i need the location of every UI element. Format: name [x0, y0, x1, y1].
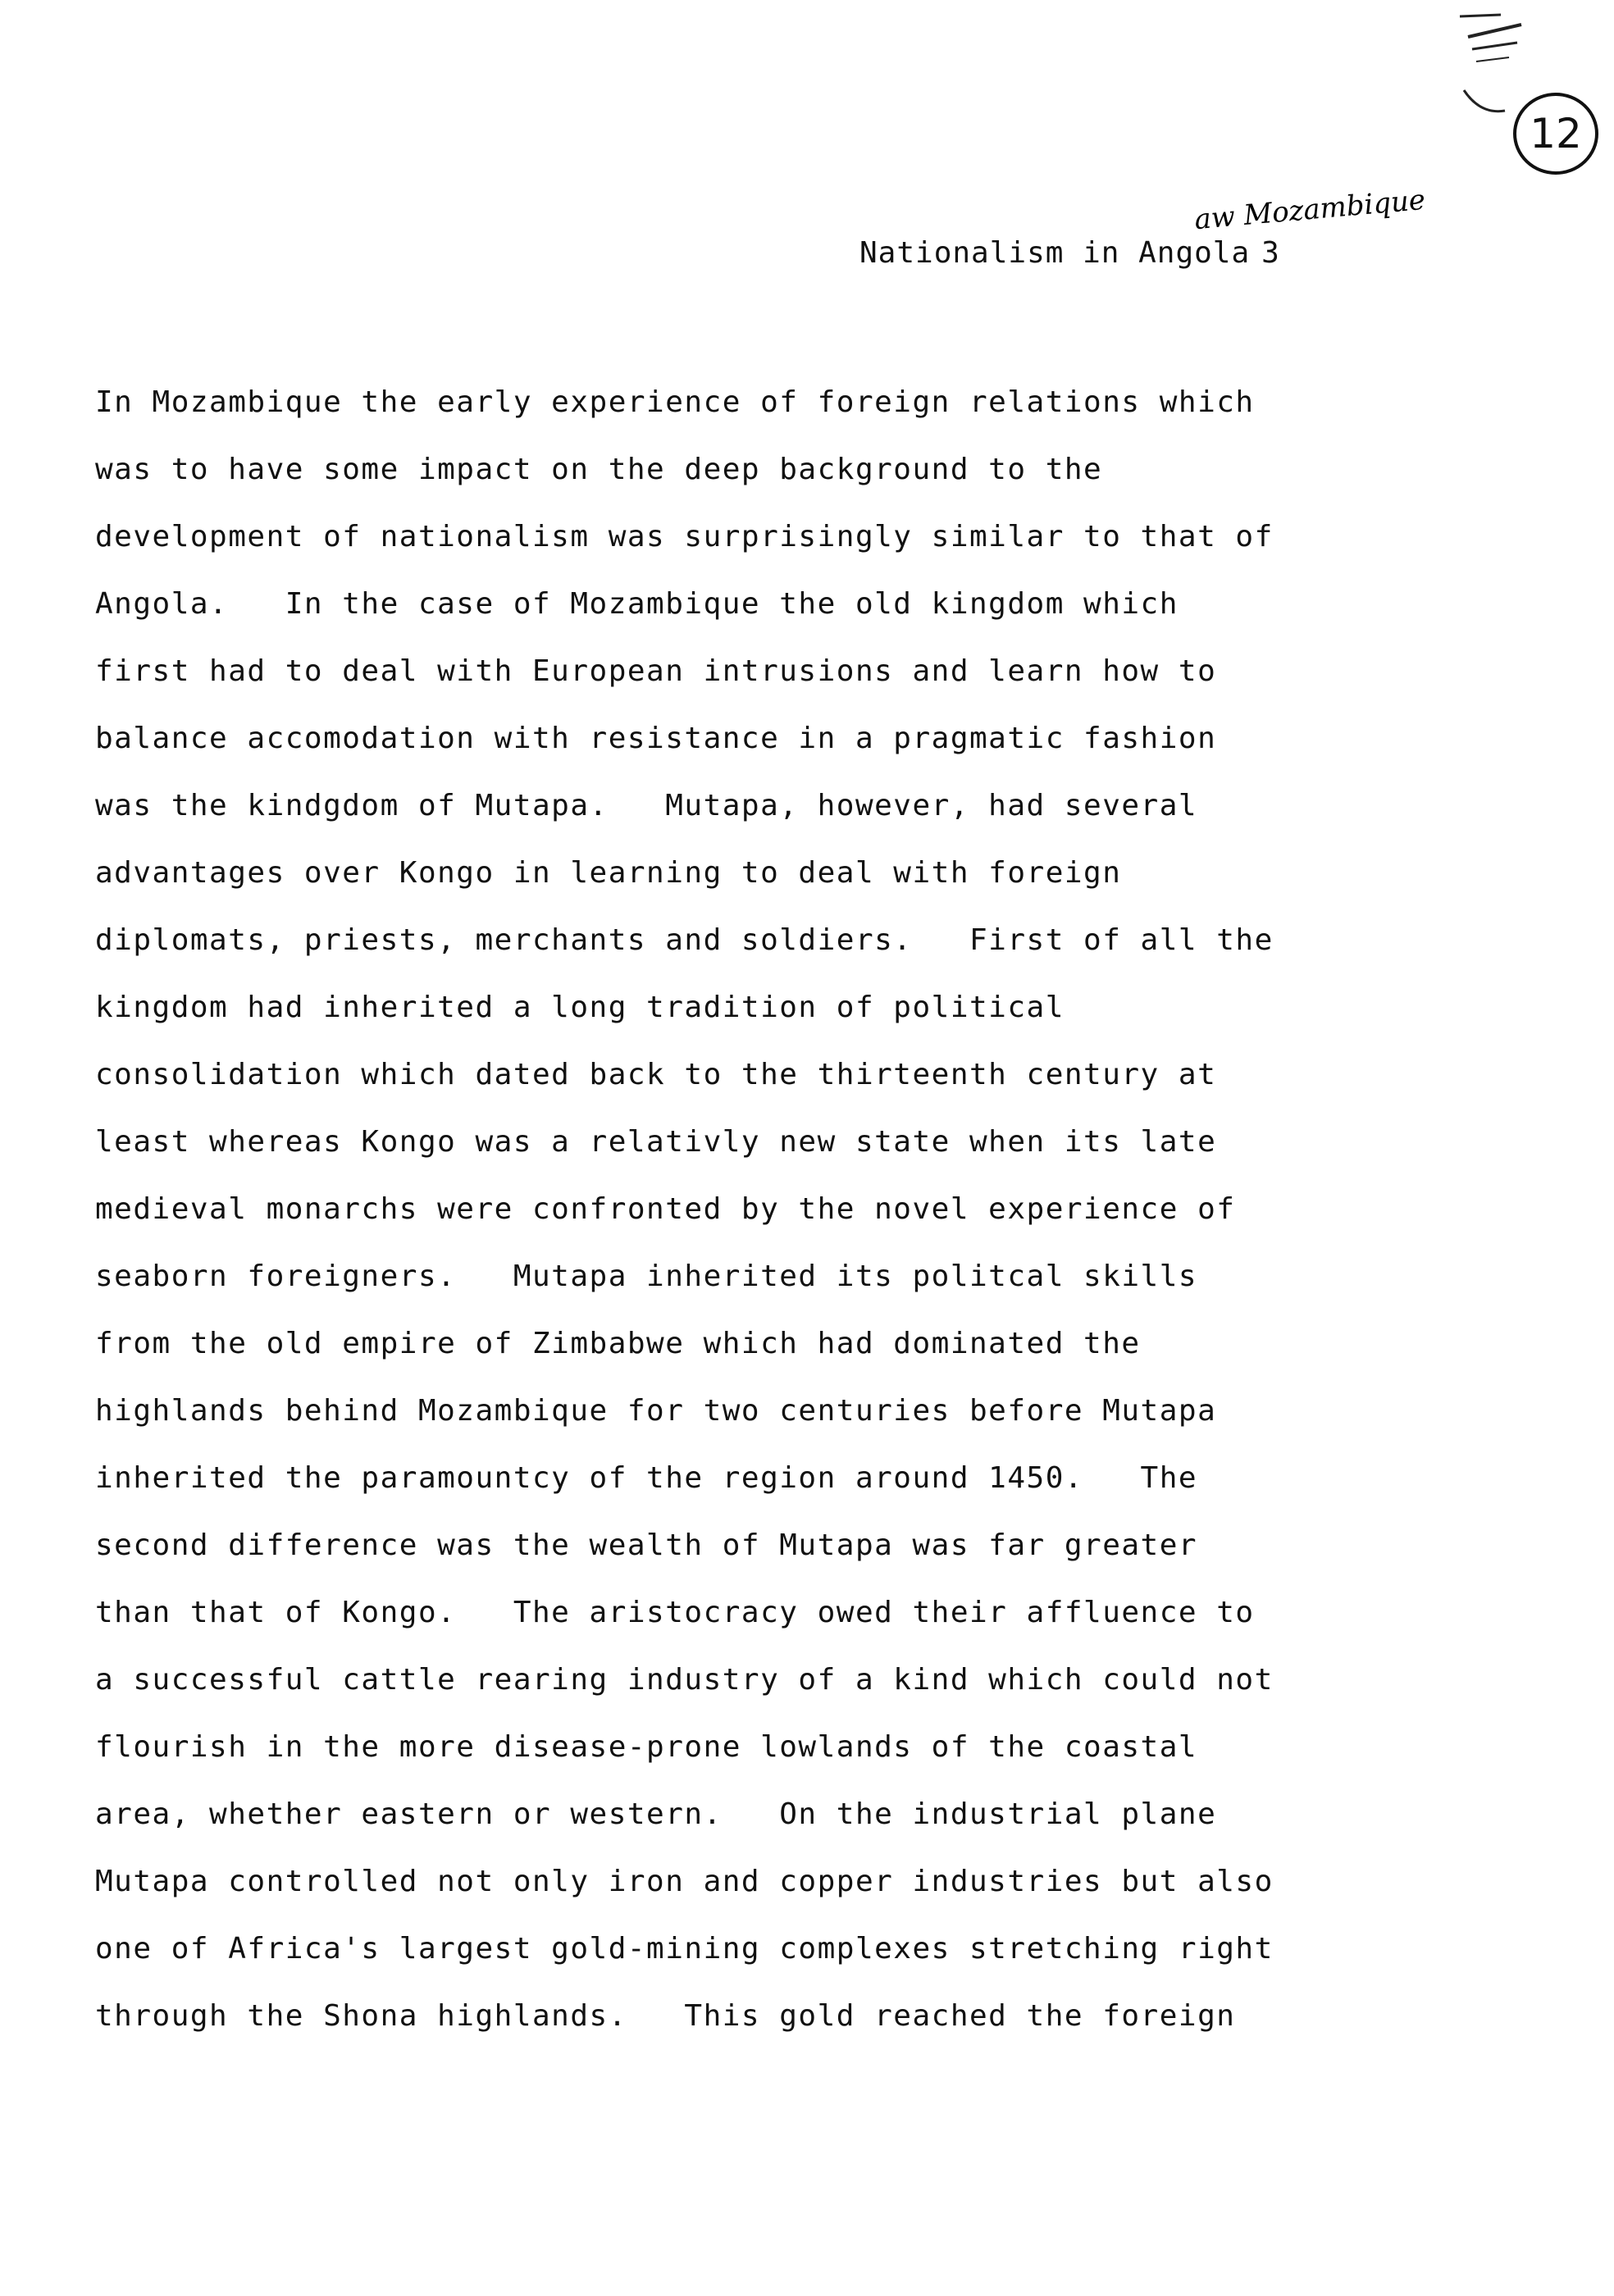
text-line: was the kindgdom of Mutapa. Mutapa, however, had several — [95, 789, 1198, 822]
text-line: a successful cattle rearing industry of a kind which could not — [95, 1663, 1274, 1697]
text-line: least whereas Kongo was a relativly new state when its late — [95, 1125, 1217, 1159]
text-line: from the old empire of Zimbabwe which had dominated the — [95, 1327, 1141, 1360]
page-number: 12 — [1530, 110, 1582, 157]
text-line: Mutapa controlled not only iron and copper industries but also — [95, 1865, 1274, 1898]
body-text — [95, 369, 1440, 2050]
text-line: area, whether eastern or western. On the industrial plane — [95, 1797, 1217, 1831]
text-line: balance accomodation with resistance in a pragmatic fashion — [95, 722, 1217, 755]
text-line: through the Shona highlands. This gold reached the foreign — [95, 1999, 1236, 2033]
text-line: inherited the paramountcy of the region around 1450. The — [95, 1461, 1198, 1495]
text-line: was to have some impact on the deep background to the — [95, 453, 1103, 486]
header-title: Nationalism in Angola — [859, 236, 1251, 270]
text-line: flourish in the more disease-prone lowlands of the coastal — [95, 1730, 1198, 1764]
text-line: than that of Kongo. The aristocracy owed their affluence to — [95, 1596, 1255, 1629]
text-line: In Mozambique the early experience of foreign relations which — [95, 385, 1255, 419]
circled-page-number — [1511, 89, 1601, 179]
page-header — [859, 236, 1280, 270]
text-line: medieval monarchs were confronted by the novel experience of — [95, 1192, 1236, 1226]
text-line: highlands behind Mozambique for two centuries before Mutapa — [95, 1394, 1217, 1428]
text-line: second difference was the wealth of Mutapa was far greater — [95, 1528, 1198, 1562]
text-line: kingdom had inherited a long tradition of political — [95, 991, 1065, 1024]
text-line: one of Africa's largest gold-mining complexes stretching right — [95, 1932, 1274, 1966]
text-line: development of nationalism was surprisingly similar to that of — [95, 520, 1274, 554]
text-line: diplomats, priests, merchants and soldiers. First of all the — [95, 923, 1274, 957]
text-line: advantages over Kongo in learning to deal with foreign — [95, 856, 1122, 890]
text-line: consolidation which dated back to the thirteenth century at — [95, 1058, 1217, 1091]
handwritten-annotation: aw Mozambique — [1192, 183, 1427, 237]
header-page-suffix: 3 — [1261, 236, 1280, 270]
text-line: seaborn foreigners. Mutapa inherited its politcal skills — [95, 1260, 1198, 1293]
text-line: Angola. In the case of Mozambique the old kingdom which — [95, 587, 1179, 621]
text-line: first had to deal with European intrusions and learn how to — [95, 654, 1217, 688]
